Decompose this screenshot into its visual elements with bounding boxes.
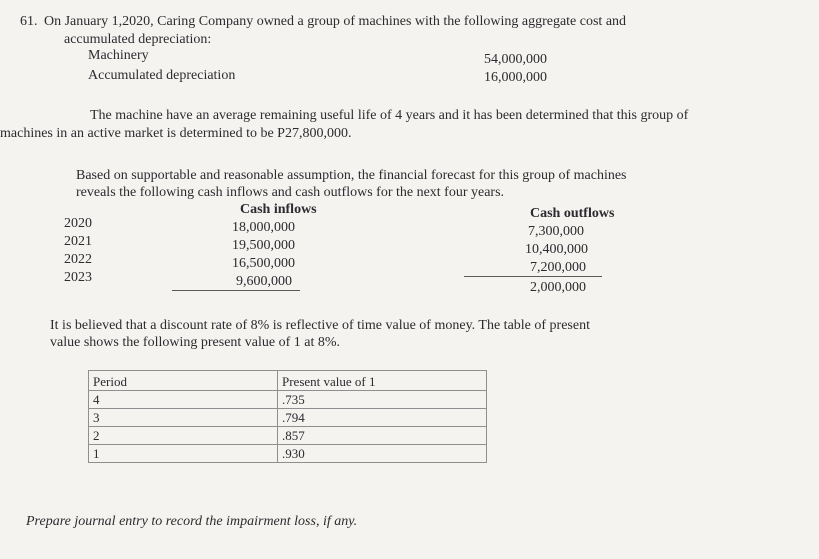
outflows-underline xyxy=(464,276,602,277)
present-value-cell: .930 xyxy=(278,445,487,463)
machinery-amount: 54,000,000 xyxy=(484,52,547,67)
table-row xyxy=(89,391,487,409)
period-cell: 1 xyxy=(89,445,278,463)
present-value-cell: .794 xyxy=(278,409,487,427)
period-cell: 4 xyxy=(89,391,278,409)
inflow-2020: 18,000,000 xyxy=(232,220,295,235)
discount-line-1: It is believed that a discount rate of 8% is reflective of time value of money. The table of present xyxy=(50,318,590,333)
year-2020: 2020 xyxy=(64,216,92,231)
intro-line-1: On January 1,2020, Caring Company owned a group of machines with the following aggregate cost and xyxy=(44,14,627,29)
year-2022: 2022 xyxy=(64,252,92,267)
present-value-header: Present value of 1 xyxy=(278,371,487,391)
table-row xyxy=(89,409,487,427)
present-value-cell: .857 xyxy=(278,427,487,445)
cash-inflows-header: Cash inflows xyxy=(240,202,317,217)
discount-line-2: value shows the following present value of 1 at 8%. xyxy=(50,335,341,350)
instruction-text: Prepare journal entry to record the impairment loss, if any. xyxy=(26,514,358,529)
table-header-row xyxy=(89,371,487,391)
accumulated-depreciation-label: Accumulated depreciation xyxy=(88,68,236,83)
forecast-line-1: Based on supportable and reasonable assumption, the financial forecast for this group of machines xyxy=(76,168,627,183)
outflow-2022: 7,200,000 xyxy=(530,260,586,275)
inflow-2023: 9,600,000 xyxy=(236,274,292,289)
year-2021: 2021 xyxy=(64,234,92,249)
inflows-underline xyxy=(172,290,300,291)
present-value-cell: .735 xyxy=(278,391,487,409)
useful-life-line-2: machines in an active market is determined to be P27,800,000. xyxy=(0,126,352,141)
outflow-2020: 7,300,000 xyxy=(528,224,584,239)
table-row xyxy=(89,445,487,463)
machinery-label: Machinery xyxy=(88,48,149,63)
inflow-2022: 16,500,000 xyxy=(232,256,295,271)
period-cell: 3 xyxy=(89,409,278,427)
outflow-2021: 10,400,000 xyxy=(525,242,588,257)
period-header: Period xyxy=(89,371,278,391)
intro-line-2: accumulated depreciation: xyxy=(64,32,212,47)
outflow-2023: 2,000,000 xyxy=(530,280,586,295)
year-2023: 2023 xyxy=(64,270,92,285)
forecast-line-2: reveals the following cash inflows and cash outflows for the next four years. xyxy=(76,185,505,200)
table-row xyxy=(89,427,487,445)
present-value-table xyxy=(88,370,487,463)
useful-life-line-1: The machine have an average remaining useful life of 4 years and it has been determined that this group of xyxy=(90,108,689,123)
cash-outflows-header: Cash outflows xyxy=(530,206,615,221)
accumulated-depreciation-amount: 16,000,000 xyxy=(484,70,547,85)
period-cell: 2 xyxy=(89,427,278,445)
inflow-2021: 19,500,000 xyxy=(232,238,295,253)
problem-number: 61. xyxy=(20,14,38,29)
